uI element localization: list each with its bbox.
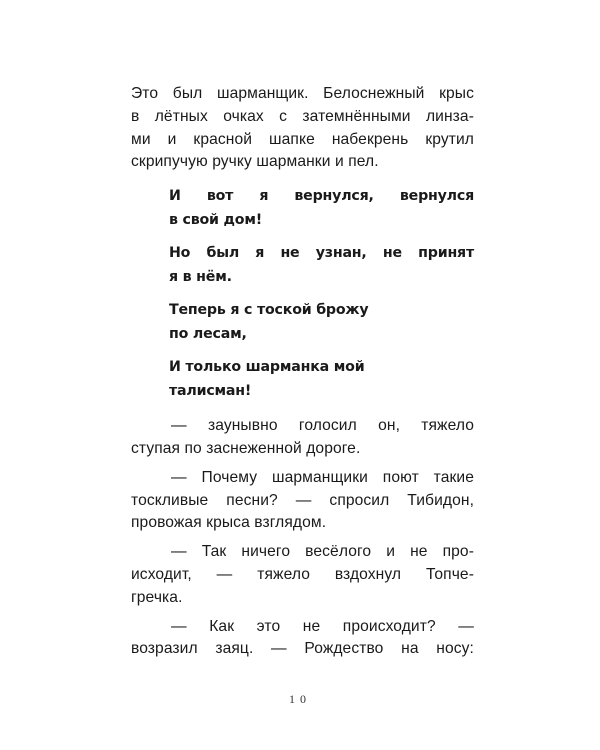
song-stanza bbox=[169, 241, 474, 289]
song-stanza bbox=[169, 355, 474, 403]
text-line: в лётных очках с затемнёнными линза- bbox=[131, 107, 474, 125]
paragraph bbox=[131, 616, 474, 662]
text-line: — заунывно голосил он, тяжело bbox=[171, 417, 474, 435]
text-line: — Как это не происходит? — bbox=[171, 617, 474, 635]
song-line: талисман! bbox=[169, 383, 252, 400]
song-line: И вот я вернулся, вернулся bbox=[169, 188, 474, 205]
text-line: скрипучую ручку шарманки и пел. bbox=[131, 153, 379, 171]
song-line: в свой дом! bbox=[169, 212, 263, 229]
text-line: Это был шарманщик. Белоснежный крыс bbox=[131, 85, 474, 102]
text-line: провожая крыса взглядом. bbox=[131, 514, 327, 532]
text-line: — Так ничего весёлого и не про- bbox=[171, 543, 474, 561]
text-line: исходит, — тяжело вздохнул Топче- bbox=[131, 565, 474, 583]
text-line: гречка. bbox=[131, 588, 183, 606]
song-verse bbox=[169, 184, 474, 403]
paragraph bbox=[131, 541, 474, 609]
song-line: я в нём. bbox=[169, 269, 232, 286]
intro-paragraph bbox=[131, 83, 474, 174]
paragraph bbox=[131, 467, 474, 535]
book-page bbox=[131, 83, 474, 667]
text-line: возразил заяц. — Рождество на носу: bbox=[131, 640, 474, 658]
text-line: ми и красной шапке набекрень крутил bbox=[131, 130, 474, 148]
song-line: по лесам, bbox=[169, 326, 247, 343]
song-line: Но был я не узнан, не принят bbox=[169, 245, 474, 262]
song-stanza bbox=[169, 298, 474, 346]
text-line: тоскливые песни? — спросил Тибидон, bbox=[131, 491, 474, 509]
song-stanza bbox=[169, 184, 474, 232]
paragraph bbox=[131, 415, 474, 461]
dialogue-block bbox=[131, 415, 474, 661]
text-line: — Почему шарманщики поют такие bbox=[171, 468, 474, 486]
text-line: ступая по заснеженной дороге. bbox=[131, 439, 361, 457]
page-number: 10 bbox=[289, 692, 311, 706]
song-line: И только шарманка мой bbox=[169, 359, 365, 376]
song-line: Теперь я с тоской брожу bbox=[169, 302, 369, 319]
